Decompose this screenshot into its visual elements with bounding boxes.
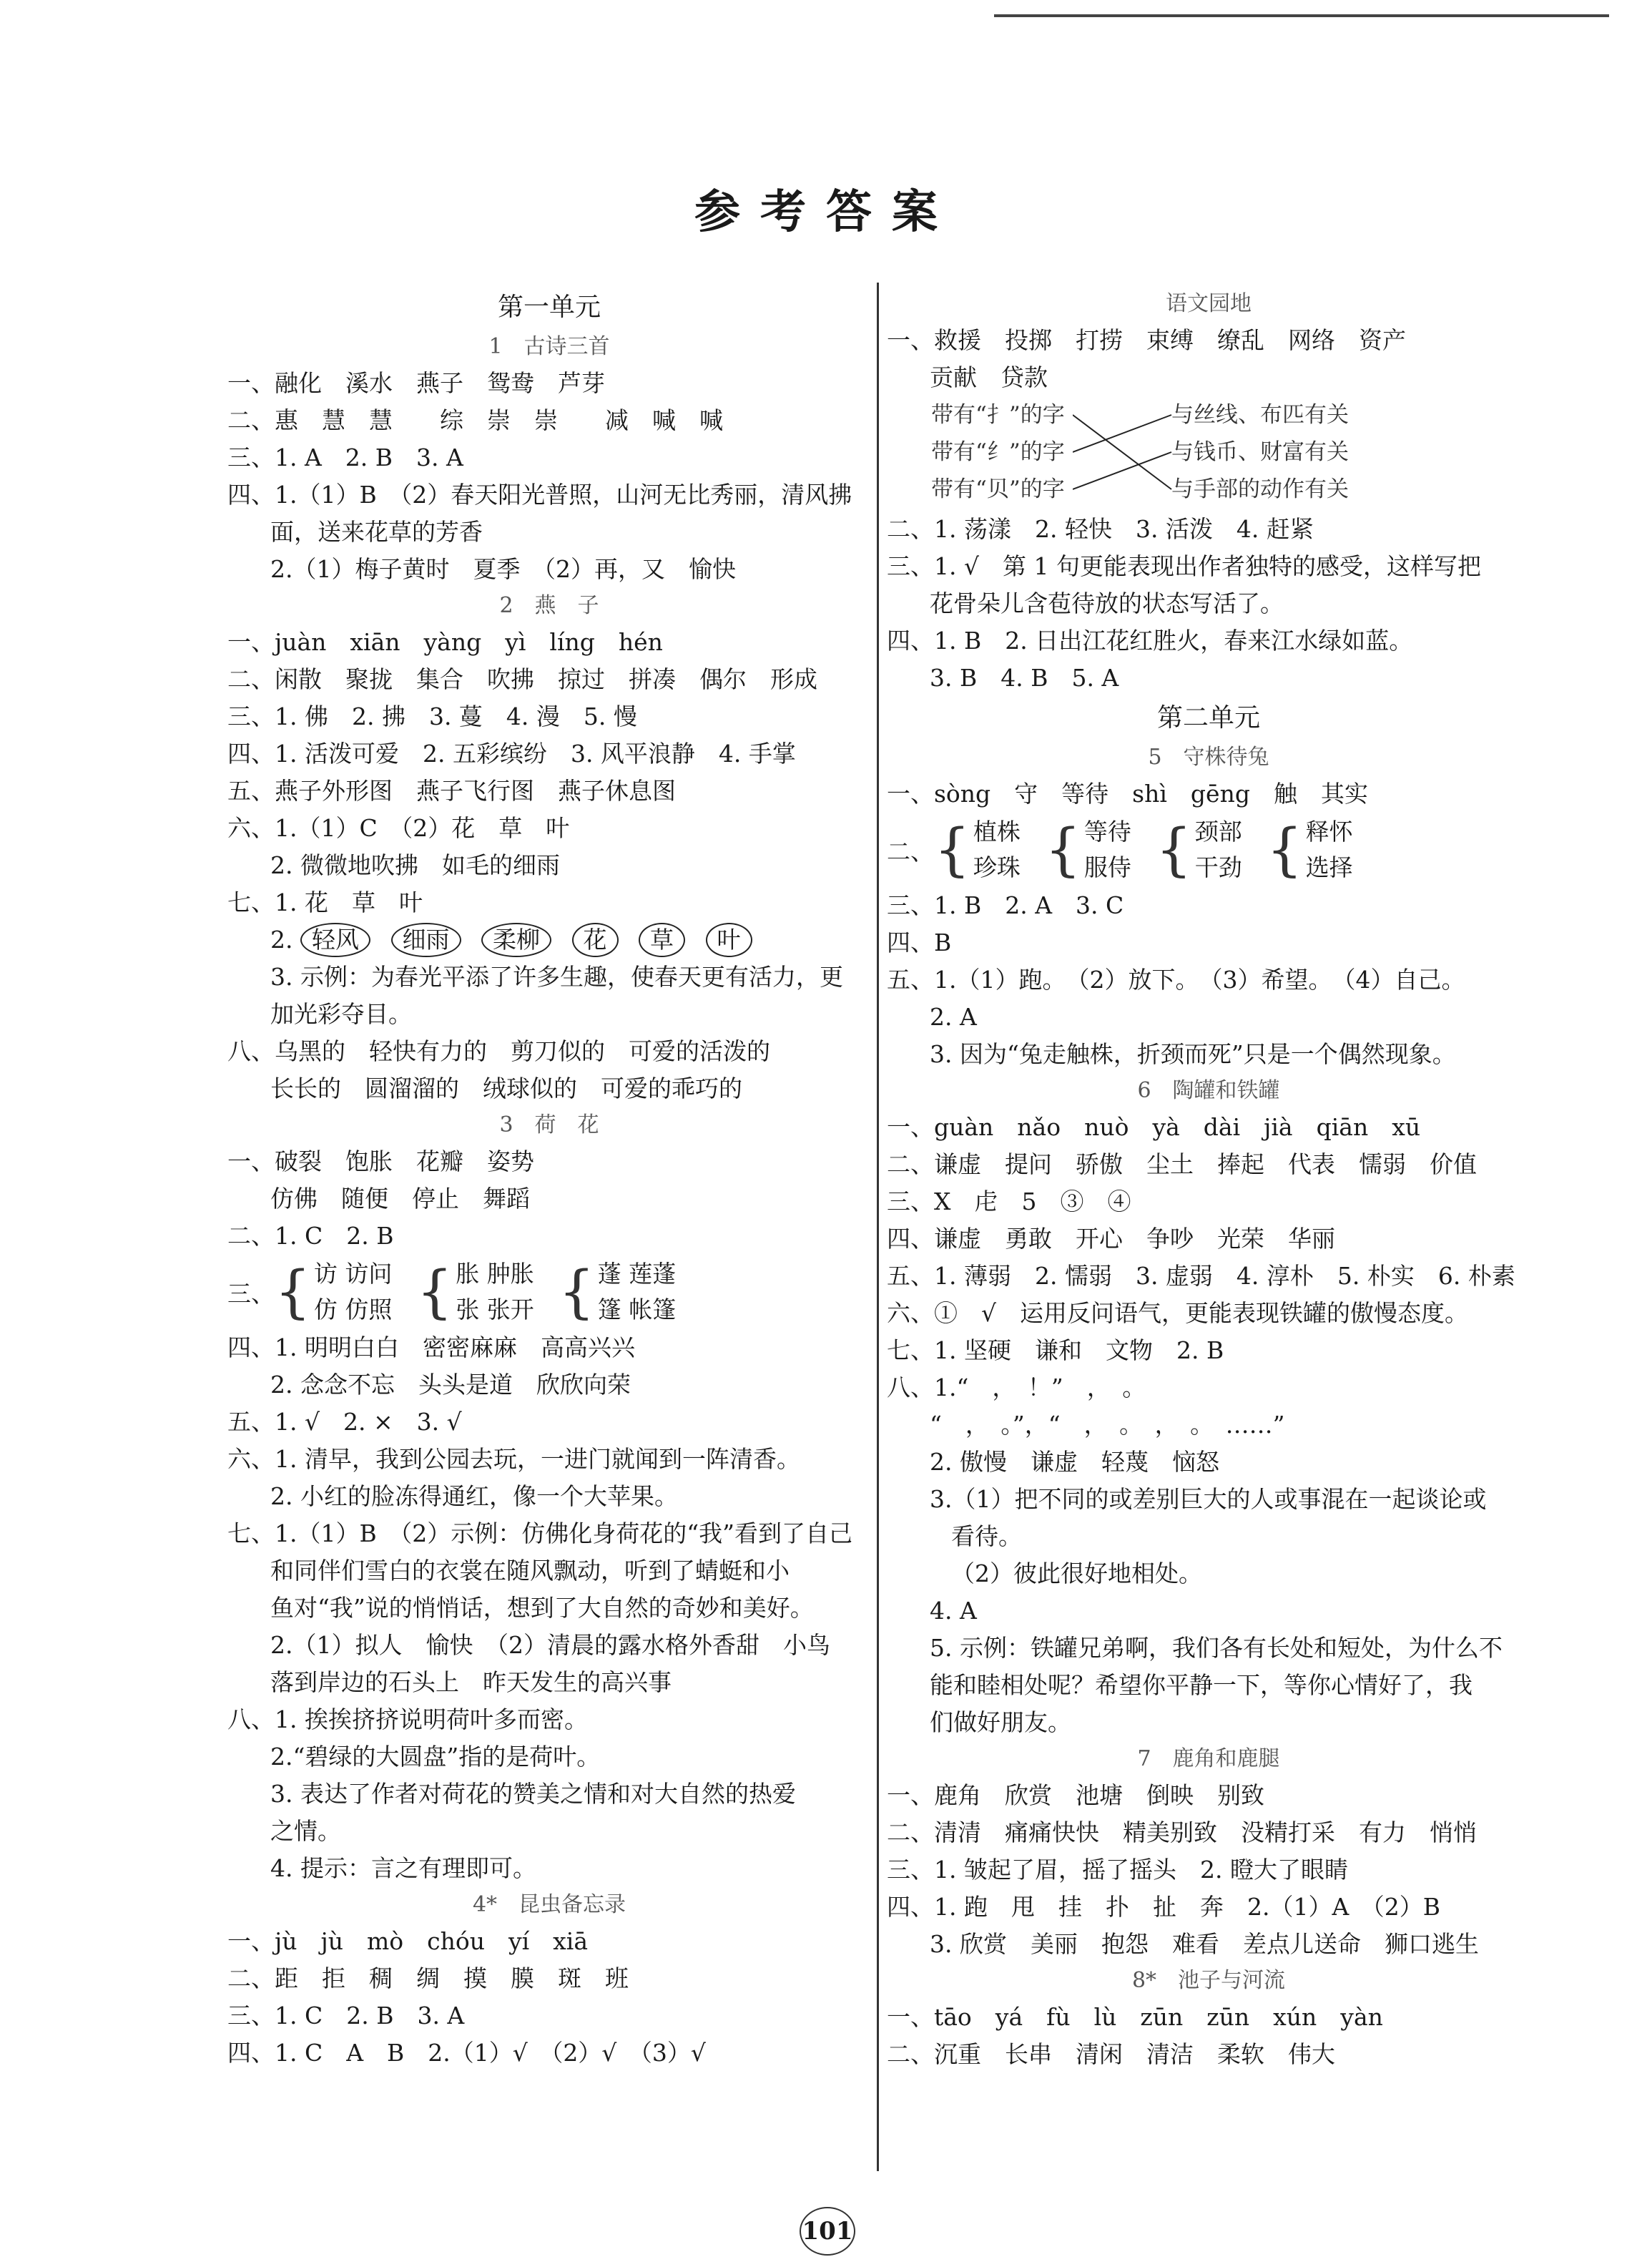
lesson-title: 3 荷 花 [499,1112,599,1137]
answer-line: 四、1. 明明白白 密密麻麻 高高兴兴 [227,1333,635,1361]
answer-line: 长长的 圆溜溜的 绒球似的 可爱的乖巧的 [270,1074,742,1102]
match-left-item: 带有“纟”的字 [931,439,1065,465]
answer-line: 落到岸边的石头上 昨天发生的高兴事 [270,1668,672,1696]
match-right-item: 与钱币、财富有关 [1171,439,1349,465]
lesson-title: 2 燕 子 [499,593,599,618]
answer-line: 四、1. 跑 甩 挂 扑 扯 奔 2.（1）A （2）B [887,1893,1441,1921]
answer-line: “ ， 。”，“ ， 。 ， 。 ……” [930,1411,1285,1439]
answer-line: 3. B 4. B 5. A [930,664,1119,692]
circled-word: 草 [639,923,685,957]
answer-line: 一、融化 溪水 燕子 鸳鸯 芦芽 [227,369,605,397]
question-number: 三、 [227,1279,275,1308]
match-right-list [1171,396,1349,508]
answer-line: 一、juàn xiān yàng yì líng hén [227,628,663,656]
brace-group [416,1256,534,1328]
answer-line: 三、1. B 2. A 3. C [887,891,1124,919]
answer-line: 3. 欣赏 美丽 抱怨 难看 差点儿送命 狮口逃生 [930,1930,1479,1958]
brace-icon: { [1266,816,1303,883]
answer-line: 加光彩夺目。 [270,1000,412,1028]
left-column [227,286,871,2072]
top-rule [994,14,1609,17]
brace-group [275,1256,392,1328]
unit-heading: 第一单元 [497,293,601,322]
answer-line: 三、1. 皱起了眉，摇了摇头 2. 瞪大了眼睛 [887,1856,1348,1884]
lesson-title: 8* 池子与河流 [1131,1968,1286,1993]
answer-line: 3. 表达了作者对荷花的赞美之情和对大自然的热爱 [270,1780,796,1808]
answer-line: 3. 因为“兔走触株，折颈而死”只是一个偶然现象。 [930,1040,1456,1068]
answer-line: 五、1. 薄弱 2. 懦弱 3. 虚弱 4. 淳朴 5. 朴实 6. 朴素 [887,1262,1515,1290]
answer-line: 二、1. C 2. B [227,1222,394,1250]
answer-line: 鱼对“我”说的悄悄话，想到了大自然的奇妙和美好。 [270,1594,814,1622]
answer-line: 3.（1）把不同的或差别巨大的人或事混在一起谈论或 [930,1485,1487,1513]
brace-group [1267,814,1353,886]
lesson-title: 7 鹿角和鹿腿 [1137,1746,1280,1771]
brace-group [1156,814,1242,886]
answer-line: 七、1. 花 草 叶 [227,888,423,916]
brace-icon: { [416,1258,453,1325]
circled-word: 花 [572,923,619,957]
answer-line: 面，送来花草的芳香 [270,518,483,546]
match-line [1073,452,1171,489]
answer-line: 三、1. 佛 2. 拂 3. 蔓 4. 漫 5. 慢 [227,702,637,730]
page-number: 101 [800,2207,855,2256]
answer-line: 三、1. √ 第 1 句更能表现出作者独特的感受，这样写把 [887,552,1481,580]
brace-icon: { [275,1258,311,1325]
match-left-list [931,396,1065,508]
answer-line: 2. 傲慢 谦虚 轻蔑 恼怒 [930,1448,1219,1476]
circled-word: 叶 [706,923,752,957]
answer-line: 二、沉重 长串 清闲 清洁 柔软 伟大 [887,2040,1335,2068]
answer-line: 2.（1）梅子黄时 夏季 （2）再，又 愉快 [270,555,736,583]
brace-item: 胀 肿胀 [456,1260,534,1288]
answer-line: 2.“碧绿的大圆盘”指的是荷叶。 [270,1743,601,1771]
answer-line: 之情。 [270,1817,341,1845]
answer-line: 一、sòng 守 等待 shì gēng 触 其实 [887,780,1368,808]
answer-line: 二、1. 荡漾 2. 轻快 3. 活泼 4. 赶紧 [887,515,1314,543]
answer-line: 三、X 虍 5 ③ ④ [887,1188,1131,1215]
brace-icon: { [934,816,970,883]
answer-line: 八、乌黑的 轻快有力的 剪刀似的 可爱的活泼的 [227,1037,770,1065]
match-left-item: 带有“扌”的字 [931,402,1065,428]
answer-line: 5. 示例：铁罐兄弟啊，我们各有长处和短处，为什么不 [930,1634,1503,1662]
brace-item: 蓬 莲蓬 [597,1260,677,1288]
brace-group [1045,814,1131,886]
answer-line: 2. 小红的脸冻得通红，像一个大苹果。 [270,1482,678,1510]
circled-words-line [227,921,871,959]
answer-line: 八、1.“ ， ！” ， 。 [887,1374,1146,1401]
answer-line: 三、1. C 2. B 3. A [227,2002,465,2029]
answer-line: 五、燕子外形图 燕子飞行图 燕子休息图 [227,777,676,805]
answer-line: 四、谦虚 勇敢 开心 争吵 光荣 华丽 [887,1225,1335,1253]
answer-line: 贡献 贷款 [930,363,1048,391]
answer-line: 们做好朋友。 [930,1708,1071,1736]
answer-line: 和同伴们雪白的衣裳在随风飘动，听到了蜻蜓和小 [270,1557,790,1585]
lesson-title: 语文园地 [1166,291,1252,316]
answer-line: 二、闲散 聚拢 集合 吹拂 掠过 拼凑 偶尔 形成 [227,665,817,693]
answer-line: 二、清清 痛痛快快 精美别致 没精打采 有力 悄悄 [887,1818,1477,1846]
answer-line: 仿佛 随便 停止 舞蹈 [270,1185,530,1213]
brace-item: 干劲 [1194,853,1242,881]
answer-line: 六、1. 清早，我到公园去玩，一进门就闻到一阵清香。 [227,1445,800,1473]
brace-item: 颈部 [1194,818,1242,846]
answer-line: 三、1. A 2. B 3. A [227,444,463,471]
brace-item: 服侍 [1083,853,1131,881]
match-right-item: 与手部的动作有关 [1171,476,1349,502]
answer-line: 二、距 拒 稠 绸 摸 膜 斑 班 [227,1964,629,1992]
answer-line: 七、1. 坚硬 谦和 文物 2. B [887,1336,1224,1364]
brace-item: 珍珠 [973,853,1021,881]
answer-line: 一、救援 投掷 打捞 束缚 缭乱 网络 资产 [887,326,1406,354]
answer-line: 二、惠 慧 慧 综 崇 崇 减 喊 喊 [227,406,723,434]
answer-line: 2. 微微地吹拂 如毛的细雨 [270,851,560,879]
answer-line: 4. A [930,1597,977,1625]
item-number: 2. [270,926,293,954]
answer-line: 二、谦虚 提问 骄傲 尘土 捧起 代表 懦弱 价值 [887,1150,1477,1178]
lesson-title: 5 守株待兔 [1148,745,1269,770]
answer-line: 能和睦相处呢？希望你平静一下，等你心情好了，我 [930,1671,1472,1699]
match-lines [1073,396,1173,511]
answer-line: 2.（1）拟人 愉快 （2）清晨的露水格外香甜 小鸟 [270,1631,830,1659]
answer-line: 四、1. 活泼可爱 2. 五彩缤纷 3. 风平浪静 4. 手掌 [227,740,796,768]
answer-line: 2. A [930,1003,977,1031]
brace-item: 等待 [1083,818,1131,846]
answer-line: 四、B [887,929,952,956]
answer-line: 看待。 [951,1522,1022,1550]
answer-line: 2. 念念不忘 头头是道 欣欣向荣 [270,1371,631,1399]
answer-line: 七、1.（1）B （2）示例：仿佛化身荷花的“我”看到了自己 [227,1519,852,1547]
brace-item: 释怀 [1305,818,1353,846]
brace-group [934,814,1021,886]
question-number: 二、 [887,837,934,866]
brace-group [559,1256,676,1328]
circled-word: 柔柳 [481,923,551,957]
answer-line: 一、鹿角 欣赏 池塘 倒映 别致 [887,1781,1264,1809]
brace-item: 选择 [1305,853,1353,881]
answer-line: 五、1.（1）跑。 （2）放下。 （3）希望。 （4）自己。 [887,966,1465,994]
circled-word: 轻风 [300,923,370,957]
unit-heading: 第二单元 [1156,703,1260,733]
answer-line: 八、1. 挨挨挤挤说明荷叶多而密。 [227,1705,588,1733]
brace-item: 访 访问 [313,1260,393,1288]
lesson-title: 6 陶罐和铁罐 [1137,1078,1280,1103]
match-line [1073,415,1171,489]
brace-item: 张 张开 [456,1296,534,1323]
answer-line: （2）彼此很好地相处。 [951,1560,1202,1587]
brace-icon: { [1044,816,1081,883]
brace-answer-row [227,1255,871,1329]
brace-answer-row [887,813,1530,887]
answer-line: 六、1.（1）C （2）花 草 叶 [227,814,570,842]
circled-word: 细雨 [391,923,461,957]
brace-item: 篷 帐篷 [597,1296,677,1323]
column-divider [877,283,879,2171]
answer-line: 四、1.（1）B （2）春天阳光普照，山河无比秀丽，清风拂 [227,481,852,509]
match-right-item: 与丝线、布匹有关 [1171,402,1349,428]
answer-line: 花骨朵儿含苞待放的状态写活了。 [930,589,1284,617]
answer-line: 一、破裂 饱胀 花瓣 姿势 [227,1147,534,1175]
answer-line: 五、1. √ 2. × 3. √ [227,1408,462,1436]
answer-line: 4. 提示：言之有理即可。 [270,1854,536,1882]
brace-item: 植株 [973,818,1021,846]
answer-line: 一、jù jù mò chóu yí xiā [227,1927,589,1955]
matching-exercise [887,396,1530,511]
lesson-title: 4* 昆虫备忘录 [472,1892,626,1917]
answer-line: 四、1. C A B 2.（1）√ （2）√ （3）√ [227,2039,706,2067]
right-column [887,286,1530,2073]
answer-line: 一、guàn nǎo nuò yà dài jià qiān xū [887,1113,1421,1141]
match-left-item: 带有“贝”的字 [931,476,1065,502]
match-line [1073,415,1171,452]
answer-line: 3. 示例：为春光平添了许多生趣，使春天更有活力，更 [270,963,843,991]
brace-icon: { [558,1258,595,1325]
brace-item: 仿 仿照 [313,1296,393,1323]
page-title: 参考答案 [694,185,958,239]
answer-line: 四、1. B 2. 日出江花红胜火，春来江水绿如蓝。 [887,627,1413,655]
brace-icon: { [1155,816,1192,883]
lesson-title: 1 古诗三首 [488,334,610,359]
answer-line: 六、① √ 运用反问语气，更能表现铁罐的傲慢态度。 [887,1299,1469,1327]
answer-line: 一、tāo yá fù lù zūn zūn xún yàn [887,2003,1383,2031]
